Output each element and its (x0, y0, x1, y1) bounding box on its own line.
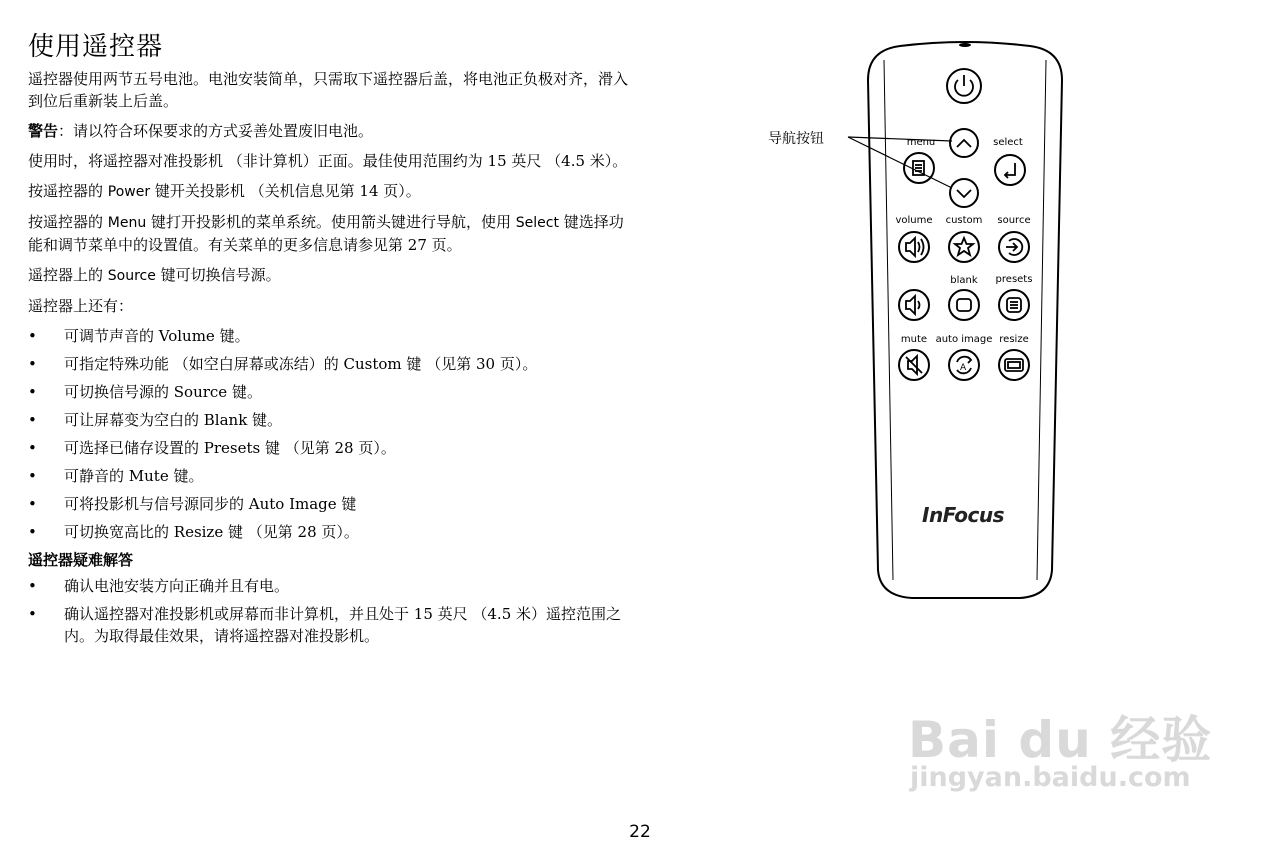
warning-label: 警告 (28, 122, 59, 140)
page-number: 22 (629, 822, 651, 842)
label-mute: mute (900, 334, 928, 345)
page-title: 使用遥控器 (28, 32, 164, 62)
label-blank: blank (950, 275, 978, 286)
list-item: • 可切换信号源的 Source 键。 (28, 381, 628, 403)
list-item: • 可静音的 Mute 键。 (28, 465, 628, 487)
list-item: • 可指定特殊功能 （如空白屏幕或冻结）的 Custom 键 （见第 30 页）。 (28, 353, 628, 375)
paragraph-also: 遥控器上还有： (28, 297, 134, 315)
resize-button (999, 350, 1029, 380)
paragraph-warning: 警告：请以符合环保要求的方式妥善处置废旧电池。 (28, 122, 374, 140)
select-button (995, 155, 1025, 185)
watermark-url: jingyan.baidu.com (910, 762, 1191, 793)
up-arrow-button (950, 129, 978, 157)
volume-down-button (899, 290, 929, 320)
label-auto-image: auto image (935, 334, 993, 345)
label-select: select (993, 137, 1023, 148)
paragraph-power: 按遥控器的 Power 键开关投影机 （关机信息见第 14 页）。 (28, 182, 421, 200)
paragraph-source: 遥控器上的 Source 键可切换信号源。 (28, 266, 281, 284)
label-menu: menu (906, 137, 936, 148)
watermark-logo: Bai du 经验 (908, 711, 1213, 769)
list-item: • 可调节声音的 Volume 键。 (28, 325, 628, 347)
infocus-logo: InFocus (922, 503, 1005, 527)
label-presets: presets (995, 274, 1033, 285)
paragraph-menu: 按遥控器的 Menu 键打开投影机的菜单系统。使用箭头键进行导航，使用 Select 键选择功能和调节菜单中的设置值。有关菜单的更多信息请参见第 27 页。 (28, 213, 624, 254)
label-source: source (997, 215, 1031, 226)
paragraph-range: 使用时，将遥控器对准投影机 （非计算机）正面。最佳使用范围约为 15 英尺 （4.5 米）。 (28, 152, 628, 170)
list-item: • 可切换宽高比的 Resize 键 （见第 28 页）。 (28, 521, 628, 543)
label-custom: custom (945, 215, 983, 226)
list-item: • 确认电池安装方向正确并且有电。 (28, 575, 628, 597)
paragraph-battery: 遥控器使用两节五号电池。电池安装简单，只需取下遥控器后盖，将电池正负极对齐，滑入到位后重新装上后盖。 (28, 70, 629, 110)
label-resize: resize (999, 334, 1029, 345)
svg-text:A: A (960, 363, 967, 373)
list-item: • 可选择已储存设置的 Presets 键 （见第 28 页）。 (28, 437, 628, 459)
list-item: • 确认遥控器对准投影机或屏幕而非计算机，并且处于 15 英尺 （4.5 米）遥控范围之内。为取得最佳效果，请将遥控器对准投影机。 (28, 603, 628, 647)
list-item: • 可让屏幕变为空白的 Blank 键。 (28, 409, 628, 431)
list-item: • 可将投影机与信号源同步的 Auto Image 键 (28, 493, 628, 515)
down-arrow-button (950, 179, 978, 207)
nav-buttons-callout: 导航按钮 (768, 131, 824, 147)
blank-button (949, 290, 979, 320)
volume-up-button (899, 232, 929, 262)
troubleshoot-heading: 遥控器疑难解答 (28, 551, 134, 569)
label-volume: volume (895, 215, 933, 226)
